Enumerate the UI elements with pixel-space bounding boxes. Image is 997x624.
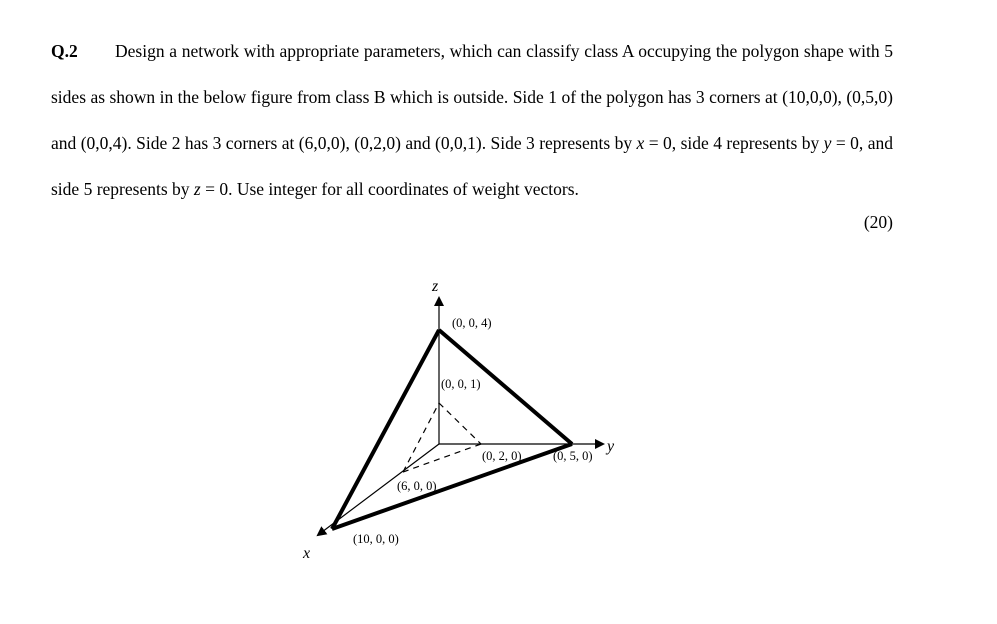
label-001: (0, 0, 1) xyxy=(441,377,481,391)
label-004: (0, 0, 4) xyxy=(452,316,492,330)
axis-label-z: z xyxy=(432,278,439,295)
polygon-figure xyxy=(290,270,630,570)
inner-edge-y-x xyxy=(403,444,481,472)
label-600: (6, 0, 0) xyxy=(397,479,437,493)
question-eq-y: = 0, and side 5 represents by xyxy=(51,133,894,199)
inner-edge-z-y xyxy=(439,403,481,444)
question-eq-z: = 0. Use integer for all coordinates of weight vectors. xyxy=(200,179,579,199)
points-value: (20) xyxy=(863,212,893,232)
axis-label-x: x xyxy=(303,545,311,562)
label-1000: (10, 0, 0) xyxy=(353,532,399,546)
outer-edge-y-x xyxy=(332,444,572,529)
outer-edge-x-z xyxy=(332,330,439,529)
var-x: x xyxy=(636,133,645,153)
var-z: z xyxy=(193,179,201,199)
label-020: (0, 2, 0) xyxy=(482,449,522,463)
question-eq-x: = 0, side 4 represents by xyxy=(644,133,824,153)
question-text xyxy=(51,28,893,212)
question-body: Design a network with appropriate parameters, which can classify class A occupying the polygon shape with 5 sides as shown in the below figure from class B which is outside. Side 1 of the polygon has 3 corners at (10,0,0), (0,5,0) and (0,0,4). Side 2 has 3 corners at (6,0,0), (0,2,0) and (0,0,1). Side 3 represents by xyxy=(51,41,893,153)
var-y: y xyxy=(823,133,832,153)
label-050: (0, 5, 0) xyxy=(553,449,593,463)
question-number: Q.2 xyxy=(51,41,78,61)
axis-label-y: y xyxy=(607,438,615,455)
inner-edge-x-z xyxy=(403,403,439,472)
